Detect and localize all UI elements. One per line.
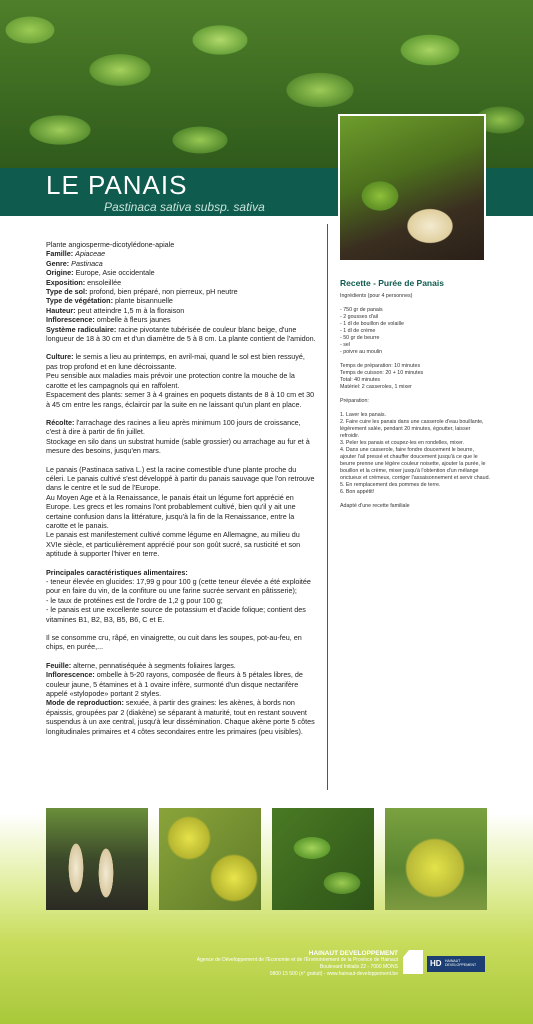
- recipe-source: Adapté d'une recette familiale: [340, 503, 410, 509]
- caracteristiques-label: Principales caractéristiques alimentaires:: [46, 567, 188, 577]
- hauteur-label: Hauteur:: [46, 305, 76, 315]
- parsnip-roots-photo: [46, 808, 148, 910]
- feuille-label: Feuille:: [46, 660, 72, 670]
- recipe-title: Recette - Purée de Panais: [340, 278, 444, 288]
- recolte-label: Récolte:: [46, 417, 75, 427]
- equipment: Matériel: 2 casseroles, 1 mixer: [340, 384, 412, 390]
- culture-text: le semis a lieu au printemps, en avril-mai, quand le sol est bien ressuyé, pas trop profond et en lune décroissante.: [46, 352, 305, 371]
- step-item: 2. Faire cuire les panais dans une casserole d'eau bouillante, légèrement salée, pendant 20 minutes, égoutter, laisser refroidir.: [340, 419, 484, 439]
- step-item: 5. En remplacement des pommes de terre.: [340, 482, 441, 488]
- histoire-text-1: Le panais (Pastinaca sativa L.) est la racine comestible d'une plante proche du céleri. Le panais cultivé s'est développé à partir du panais sauvage que l'on retrouve dans le centre et le sud de l'Europe.: [46, 464, 315, 493]
- step-item: 3. Peler les panais et coupez-les en rondelles, mixer.: [340, 440, 464, 446]
- parsnip-root-photo: [338, 114, 486, 262]
- culture-label: Culture:: [46, 352, 74, 362]
- ingredient-item: - 2 gousses d'ail: [340, 314, 379, 320]
- histoire-text-3: Le panais est manifestement cultivé comme légume en Allemagne, au milieu du XVIe siècle, et particulièrement apprécié pour son goût sucré, sa rusticité et son aptitude à supporter l'hiver en terre.: [46, 530, 301, 559]
- caract-item-1: - teneur élevée en glucides: 17,99 g pour 100 g (cette teneur élevée a été exploitée pour en faire du vin, de la confiture ou une farine sucrée servant en pâtisserie);: [46, 577, 311, 596]
- exposition-label: Exposition:: [46, 277, 86, 287]
- preparation-title: Préparation:: [340, 398, 369, 404]
- province-shape-icon: [403, 950, 423, 974]
- hainaut-developpement-logo: [403, 948, 485, 978]
- step-item: 1. Laver les panais.: [340, 412, 386, 418]
- botanical-sheet: [46, 240, 316, 343]
- inflorescence2-label: Inflorescence:: [46, 670, 95, 680]
- morphologie-section: [46, 661, 316, 736]
- logo-subtext: [445, 959, 476, 967]
- ingredient-item: - poivre au moulin: [340, 349, 383, 355]
- genre-label: Genre:: [46, 258, 70, 268]
- cook-time: Temps de cuisson: 20 + 10 minutes: [340, 370, 424, 376]
- flowering-plant-photo: [385, 808, 487, 910]
- recolte-text: l'arrachage des racines a lieu après minimum 100 jours de croissance, c'est à dire à partir de fin juillet.: [46, 417, 301, 437]
- origine-label: Origine:: [46, 268, 74, 278]
- logo-sub-1: HAINAUT: [445, 959, 461, 963]
- inflorescence2-text: ombelle à 5-20 rayons, composée de fleurs à 5 pétales libres, de couleur jaune, 5 étamines et à 1 ovaire infère, surmonté d'un disque nectarifère appelé «stylopode» portant 2 styles.: [46, 670, 303, 699]
- page-title: LE PANAIS: [46, 170, 188, 200]
- step-item: 4. Dans une casserole, faire fondre doucement le beurre, ajouter l'ail pressé et chauffer doucement jusqu'à ce que le beurre prenne une légère couleur noisette, ajouter la purée, le bouillon et la crème, mixer jusqu'à l'obtention d'un mélange onctueux et crémeux, corriger l'assaisonnement et servir chaud.: [340, 447, 490, 481]
- reproduction-text: sexuée, à partir des graines: les akènes, à bords non épaissis, groupées par 2 (diakène) se séparant à maturité, tout en restant souvent suspendus à un axe central, jusqu'à leur dissémination. Chaque akène porte 5 côtes longitudinales primaires et 4 côtes secondaires entre les primaires (peu visibles).: [46, 698, 315, 736]
- footer-line-1: Agence de Développement de l'Economie et de l'Environnement de la Province de Hainaut: [196, 957, 398, 963]
- preparation-steps: [340, 412, 490, 496]
- main-description: [46, 240, 316, 745]
- hauteur-value: peut atteindre 1,5 m à la floraison: [77, 305, 185, 315]
- recipe-panel: [340, 280, 490, 517]
- caracteristiques-section: [46, 568, 316, 624]
- culture-section: [46, 352, 316, 408]
- step-item: 6. Bon appétit!: [340, 489, 375, 495]
- histoire-text-2: Au Moyen Age et à la Renaissance, le panais était un légume fort apprécié en Europe. Les grecs et les romains l'ont probablement cultivé, bien qu'il y ait une certaine confusion dans la littérature, jusqu'à la fin de la Renaissance, entre la carotte et le panais.: [46, 492, 296, 530]
- feuille-text: alterne, pennatiséquée à segments foliaires larges.: [73, 660, 236, 670]
- recolte-section: [46, 418, 316, 456]
- exposition-value: ensoleillée: [87, 277, 122, 287]
- racinaire-value: racine pivotante tubérisée de couleur blanc beige, d'une longueur de 18 à 30 cm et d'un diamètre de 5 à 8 cm. La plante contient de l'amidon.: [46, 324, 316, 344]
- timing-block: [340, 363, 490, 391]
- origine-value: Europe, Asie occidentale: [75, 268, 155, 278]
- inflorescence-label: Inflorescence:: [46, 315, 95, 325]
- inflorescence-value: ombelle à fleurs jaunes: [96, 315, 171, 325]
- vegetation-value: plante bisannuelle: [114, 296, 173, 306]
- famille-label: Famille:: [46, 249, 74, 259]
- sol-value: profond, bien préparé, non pierreux, pH neutre: [89, 287, 238, 297]
- column-divider: [327, 224, 328, 790]
- prep-time: Temps de préparation: 10 minutes: [340, 363, 421, 369]
- genre-value: Pastinaca: [71, 258, 103, 268]
- intro-line: Plante angiosperme-dicotylédone-apiale: [46, 240, 175, 249]
- ingredient-item: - 1 dl de bouillon de volaille: [340, 321, 404, 327]
- sol-label: Type de sol:: [46, 287, 88, 297]
- logo-text: HD: [430, 959, 442, 968]
- ingredient-item: - 750 gr de panais: [340, 307, 383, 313]
- footer-line-3: 0800 15 500 (n° gratuit) - www.hainaut-developpement.be: [269, 971, 398, 977]
- footer-org-name: HAINAUT DEVELOPPEMENT: [308, 950, 398, 957]
- footer-line-2: Boulevard Initialis 22 - 7000 MONS: [319, 964, 398, 970]
- histoire-section: [46, 465, 316, 559]
- ingredient-item: - 50 gr de beurre: [340, 335, 380, 341]
- ingredient-item: - 1 dl de crème: [340, 328, 376, 334]
- caract-item-2: - le taux de protéines est de l'ordre de 1,2 g pour 100 g;: [46, 595, 223, 605]
- ingredients-list: [340, 307, 490, 356]
- caract-item-3: - le panais est une excellente source de potassium et d'acide folique; contient des vitamines B1, B2, B3, B5, B6, C et E.: [46, 605, 306, 624]
- famille-value: Apiaceae: [75, 249, 106, 259]
- foliage-photo: [272, 808, 374, 910]
- page-subtitle: Pastinaca sativa subsp. sativa: [104, 200, 265, 214]
- vegetation-label: Type de végétation:: [46, 296, 113, 306]
- footer-contact: [138, 950, 398, 978]
- flower-umbel-photo: [159, 808, 261, 910]
- ingredients-title: Ingrédients (pour 4 personnes): [340, 293, 413, 299]
- ingredient-item: - sel: [340, 342, 351, 348]
- reproduction-label: Mode de reproduction:: [46, 698, 124, 708]
- logo-sub-2: DEVELOPPEMENT: [445, 963, 477, 967]
- culture-text-3: Espacement des plants: semer 3 à 4 graines en poquets distants de 8 à 10 cm et 30 à 45 cm entre les rangs, éclaircir par la suite en ne laissant qu'un plant en place.: [46, 390, 315, 409]
- consommation-text: Il se consomme cru, râpé, en vinaigrette, ou cuit dans les soupes, pot-au-feu, en chips, en purée,...: [46, 633, 302, 652]
- total-time: Total: 40 minutes: [340, 377, 381, 383]
- racinaire-label: Système radiculaire:: [46, 324, 117, 334]
- culture-text-2: Peu sensible aux maladies mais prévoir une protection contre la mouche de la carotte et les campagnols qui en raffolent.: [46, 371, 295, 390]
- recolte-text-2: Stockage en silo dans un substrat humide (sable grossier) ou arrachage au fur et à mesure des besoins, jusqu'en mars.: [46, 436, 310, 456]
